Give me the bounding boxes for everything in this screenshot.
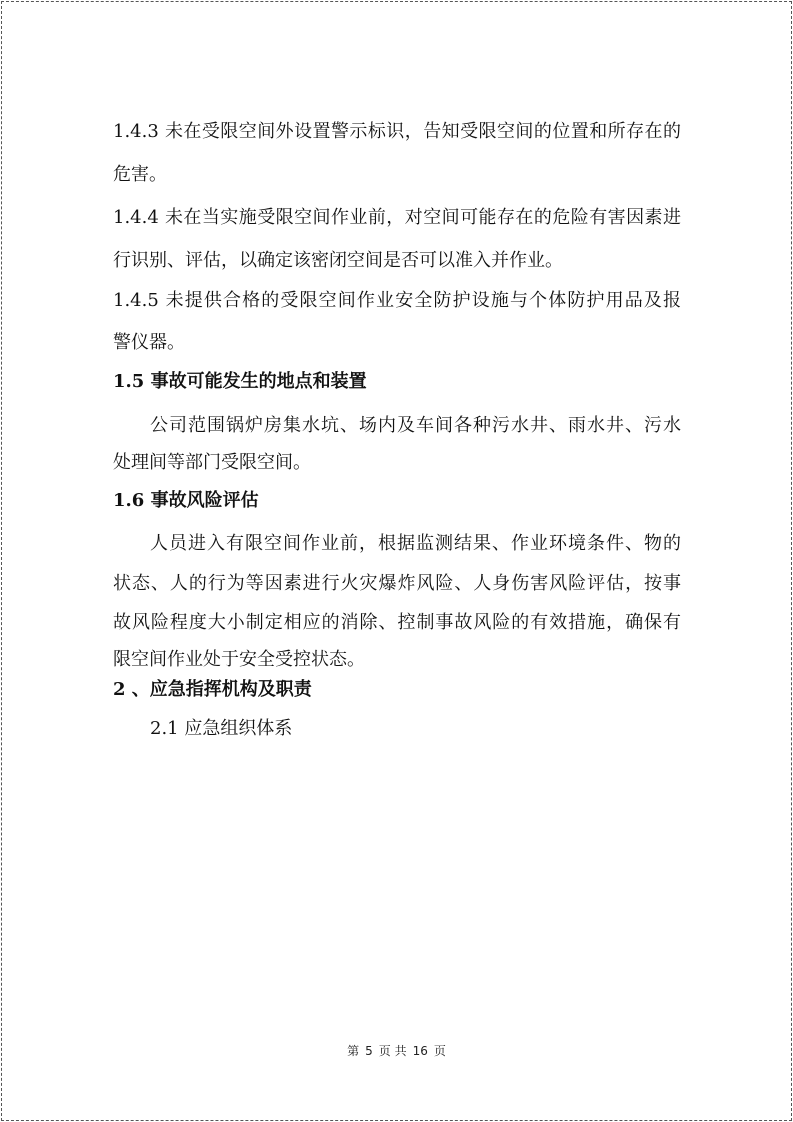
footer-page-number: 5 — [365, 1044, 373, 1058]
footer-suffix: 页 — [433, 1044, 446, 1058]
paragraph-1-6-line1: 人员进入有限空间作业前，根据监测结果、作业环境条件、物的 — [150, 533, 681, 554]
paragraph-1-4-3-line1: 1.4.3 未在受限空间外设置警示标识，告知受限空间的位置和所存在的 — [113, 121, 681, 142]
paragraph-1-6-line2: 状态、人的行为等因素进行火灾爆炸风险、人身伤害风险评估，按事 — [113, 573, 681, 594]
paragraph-1-4-3-line2: 危害。 — [113, 164, 167, 185]
heading-1-5: 1.5 事故可能发生的地点和装置 — [113, 371, 367, 392]
paragraph-1-4-4-line1: 1.4.4 未在当实施受限空间作业前，对空间可能存在的危险有害因素进 — [113, 207, 681, 228]
heading-2: 2 、应急指挥机构及职责 — [113, 679, 312, 700]
heading-2-1: 2.1 应急组织体系 — [150, 718, 293, 739]
paragraph-1-6-line3: 故风险程度大小制定相应的消除、控制事故风险的有效措施，确保有 — [113, 612, 681, 633]
page-footer — [0, 1042, 793, 1059]
paragraph-1-4-4-line2: 行识别、评估，以确定该密闭空间是否可以准入并作业。 — [113, 250, 563, 271]
footer-mid: 页 共 — [378, 1044, 407, 1058]
paragraph-1-6-line4: 限空间作业处于安全受控状态。 — [113, 649, 365, 670]
paragraph-1-4-5-line1: 1.4.5 未提供合格的受限空间作业安全防护设施与个体防护用品及报 — [113, 290, 681, 311]
footer-prefix: 第 — [347, 1044, 360, 1058]
heading-1-6: 1.6 事故风险评估 — [113, 490, 259, 511]
paragraph-1-4-5-line2: 警仪器。 — [113, 332, 185, 353]
paragraph-1-5-line2: 处理间等部门受限空间。 — [113, 452, 311, 473]
footer-total-pages: 16 — [412, 1044, 428, 1058]
paragraph-1-5-line1: 公司范围锅炉房集水坑、场内及车间各种污水井、雨水井、污水 — [150, 415, 681, 436]
